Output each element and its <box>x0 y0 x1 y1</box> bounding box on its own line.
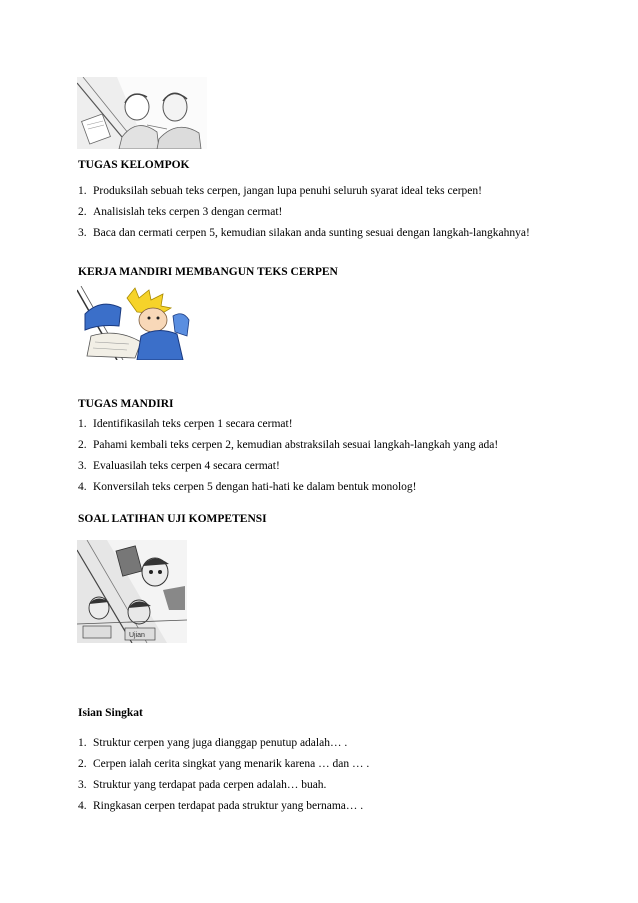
list-item <box>78 460 280 472</box>
list-number: 2. <box>78 206 87 218</box>
list-number: 2. <box>78 439 87 451</box>
heading-kerja-mandiri: KERJA MANDIRI MEMBANGUN TEKS CERPEN <box>78 266 338 278</box>
list-text: Struktur yang terdapat pada cerpen adalah… buah. <box>93 779 327 791</box>
list-item <box>78 758 369 770</box>
list-item <box>78 800 363 812</box>
list-item <box>78 481 417 493</box>
list-number: 2. <box>78 758 87 770</box>
list-text: Analisislah teks cerpen 3 dengan cermat! <box>93 206 283 218</box>
list-text: Pahami kembali teks cerpen 2, kemudian abstraksilah sesuai langkah-langkah yang ada! <box>93 439 499 451</box>
exam-sign-text: Ujian <box>129 632 145 639</box>
list-item <box>78 227 530 239</box>
list-number: 3. <box>78 779 87 791</box>
heading-tugas-kelompok: TUGAS KELOMPOK <box>78 159 190 171</box>
heading-soal-latihan: SOAL LATIHAN UJI KOMPETENSI <box>78 513 267 525</box>
list-number: 3. <box>78 227 87 239</box>
list-item <box>78 737 347 749</box>
list-item <box>78 779 326 791</box>
list-text: Identifikasilah teks cerpen 1 secara cermat! <box>93 418 293 430</box>
heading-isian-singkat: Isian Singkat <box>78 707 143 719</box>
illustration-exam-students <box>77 540 187 643</box>
list-item <box>78 185 482 197</box>
illustration-group-study <box>77 77 207 149</box>
illustration-cartoon-students <box>77 286 194 360</box>
list-number: 1. <box>78 185 87 197</box>
list-text: Baca dan cermati cerpen 5, kemudian silakan anda sunting sesuai dengan langkah-langkahnya! <box>93 227 530 239</box>
list-number: 4. <box>78 800 87 812</box>
list-item <box>78 206 282 218</box>
list-text: Konversilah teks cerpen 5 dengan hati-hati ke dalam bentuk monolog! <box>93 481 417 493</box>
list-number: 1. <box>78 737 87 749</box>
list-item <box>78 439 498 451</box>
list-text: Produksilah sebuah teks cerpen, jangan lupa penuhi seluruh syarat ideal teks cerpen! <box>93 185 482 197</box>
list-number: 3. <box>78 460 87 472</box>
list-text: Cerpen ialah cerita singkat yang menarik karena … dan … . <box>93 758 370 770</box>
list-text: Struktur cerpen yang juga dianggap penutup adalah… . <box>93 737 348 749</box>
list-text: Ringkasan cerpen terdapat pada struktur yang bernama… . <box>93 800 364 812</box>
list-number: 1. <box>78 418 87 430</box>
list-text: Evaluasilah teks cerpen 4 secara cermat! <box>93 460 280 472</box>
list-item <box>78 418 293 430</box>
list-number: 4. <box>78 481 87 493</box>
heading-tugas-mandiri: TUGAS MANDIRI <box>78 398 174 410</box>
